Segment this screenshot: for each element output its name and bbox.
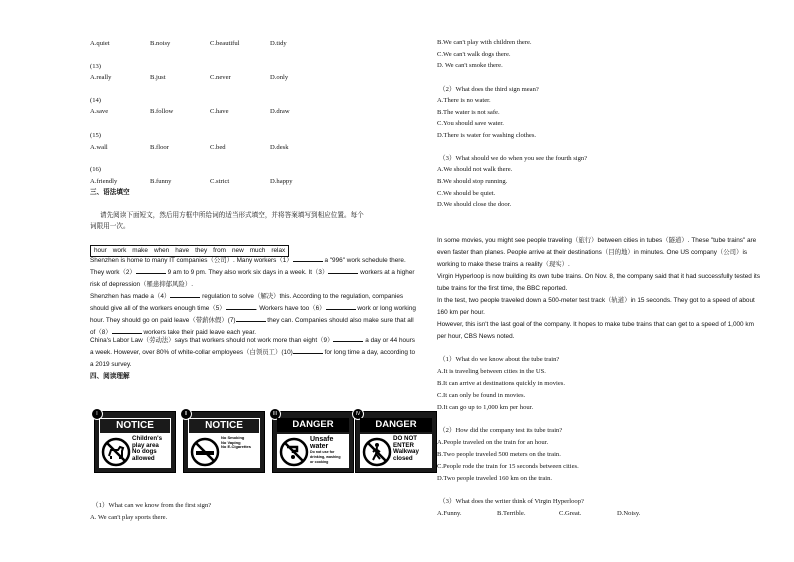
sign-text-line: play area <box>132 441 159 449</box>
q15-option-c[interactable]: C.bed <box>210 144 226 151</box>
sign-1 <box>94 411 176 473</box>
paragraph-text: workers take their paid leave each year. <box>141 329 257 336</box>
q16-option-a[interactable]: A.friendly <box>90 178 118 185</box>
q15-number: (15) <box>90 132 101 139</box>
q15-option-d[interactable]: D.desk <box>270 144 289 151</box>
paragraph-text: . Workers have too（6） <box>255 305 326 312</box>
sign-number: III <box>269 408 281 420</box>
sign-text-line: Walkway <box>393 448 419 456</box>
q14-number: (14) <box>90 97 101 104</box>
sign-text <box>310 436 348 464</box>
sign-text-line: or cooking <box>310 459 329 464</box>
paragraph-text: a "996" work schedule there. They work（2） <box>90 257 406 276</box>
reading2-q3-option-a[interactable]: A.Funny. <box>437 510 462 517</box>
sign-body <box>99 434 171 468</box>
reading1-q3-option-b[interactable]: B.We should stop running. <box>437 178 508 185</box>
reading2-q3-option-d[interactable]: D.Noisy. <box>617 510 641 517</box>
sign-text-line: allowed <box>132 454 155 462</box>
reading1-q2-option-c[interactable]: C.You should save water. <box>437 120 504 127</box>
answer-blank[interactable] <box>293 347 323 354</box>
answer-blank[interactable] <box>328 267 358 274</box>
sign-text-line: closed <box>393 454 413 462</box>
sign-text-line: No Smoking <box>221 435 245 440</box>
cloze-paragraph-3 <box>90 335 420 371</box>
word-box-item: hour <box>94 247 107 254</box>
sign-number: IV <box>352 408 364 420</box>
reading2-q2-option-b[interactable]: B.Two people traveled 500 meters on the train. <box>437 451 561 458</box>
sign-text <box>221 436 259 450</box>
answer-blank[interactable] <box>226 303 256 310</box>
paragraph-text: work or long working hour. They should go on paid leave（带薪休假）(7) <box>90 305 416 324</box>
reading2-q1-option-b[interactable]: B.It can arrive at destinations quickly in movies. <box>437 380 565 387</box>
reading1-q3-option-d[interactable]: D.We should close the door. <box>437 201 512 208</box>
q16-number: (16) <box>90 166 101 173</box>
section3-instruction-line1: 请先阅读下面短文，然后用方框中所给词的适当形式填空，并将答案填写到相应位置。每个 <box>100 212 364 219</box>
sign-text-line: Children's <box>132 435 163 442</box>
paragraph-text: Shenzhen is home to many IT companies（公司）. Many workers（1） <box>90 257 293 264</box>
sign-text-line: Do not use for <box>310 450 335 455</box>
no-dogs-icon <box>101 437 131 467</box>
sign-body <box>277 434 349 468</box>
q15-option-a[interactable]: A.wall <box>90 144 108 151</box>
answer-blank[interactable] <box>136 267 166 274</box>
passage-paragraph-4: However, this isn't the last goal of the company. It hopes to make tube trains that can get to a speed of 1,000 km per hour, CBS News noted. <box>437 321 754 340</box>
sign-text-line: DO NOT <box>393 435 418 442</box>
reading2-q2-option-a[interactable]: A.People traveled on the train for an hour. <box>437 439 549 446</box>
no-tap-water-icon <box>279 437 309 467</box>
no-entry-walker-icon <box>362 437 392 467</box>
word-box-item: much <box>249 247 266 254</box>
sign-text-line: Unsafe <box>310 436 334 443</box>
reading2-question-1: （1）What do we know about the tube train? <box>439 356 560 363</box>
reading1-question-1: （1）What can we know from the first sign? <box>92 502 212 509</box>
word-box-item: they <box>195 247 208 254</box>
q12-option-c[interactable]: C.beautiful <box>210 40 240 47</box>
reading2-q1-option-d[interactable]: D.It can go up to 1,000 km per hour. <box>437 404 534 411</box>
q12-option-b[interactable]: B.noisy <box>150 40 171 47</box>
reading2-question-2: （2）How did the company test its tube train? <box>439 427 563 434</box>
word-box-item: from <box>213 247 226 254</box>
word-box-item: have <box>175 247 190 254</box>
answer-blank[interactable] <box>326 303 356 310</box>
section3-instruction-line2: 词限用一次。 <box>90 223 130 230</box>
q16-option-b[interactable]: B.funny <box>150 178 172 185</box>
q13-option-c[interactable]: C.never <box>210 74 231 81</box>
reading1-q1-option-d[interactable]: D. We can't smoke there. <box>437 62 503 69</box>
section4-title: 四、阅读理解 <box>90 373 130 380</box>
sign-2 <box>183 411 265 473</box>
reading1-question-3: （3）What should we do when you see the fourth sign? <box>439 155 588 162</box>
q15-option-b[interactable]: B.floor <box>150 144 169 151</box>
reading1-q1-option-c[interactable]: C.We can't walk dogs there. <box>437 51 511 58</box>
paragraph-text: a day or 44 hours a week. However, over 80% of white-collar employees（白领员工）(10) <box>90 337 415 356</box>
sign-text-line: water <box>310 443 329 451</box>
q14-option-d[interactable]: D.draw <box>270 108 290 115</box>
reading2-question-3: （3）What does the writer think of Virgin Hyperloop? <box>439 498 584 505</box>
sign-number: I <box>91 408 103 420</box>
sign-header: NOTICE <box>188 418 260 434</box>
sign-body <box>360 434 432 468</box>
reading2-q2-option-c[interactable]: C.People rode the train for 15 seconds between cities. <box>437 463 579 470</box>
no-smoking-icon <box>190 437 220 467</box>
answer-blank[interactable] <box>236 315 266 322</box>
q12-option-a[interactable]: A.quiet <box>90 40 110 47</box>
sign-text-line: No E-Cigarettes <box>221 444 252 450</box>
q14-option-a[interactable]: A.save <box>90 108 109 115</box>
word-box-item: make <box>132 247 148 254</box>
q13-number: (13) <box>90 63 101 70</box>
section3-title: 三、语法填空 <box>90 189 130 196</box>
word-box-item: new <box>231 247 244 254</box>
sign-3 <box>272 411 354 473</box>
reading1-q3-option-c[interactable]: C.We should be quiet. <box>437 190 496 197</box>
paragraph-text: regulation to solve（解决）this. According to the regulation, companies should give all of the workers enough time（5） <box>90 293 404 312</box>
sign-text <box>132 436 170 462</box>
passage-paragraph-1: In some movies, you might see people traveling（旅行）between cities in tubes（隧道）. These "tube trains" are even faster than planes. People arrive at their destinations（目的地）in minutes. One US company（公司）is working to make these trains a reality（现实）. <box>437 237 757 268</box>
paragraph-text: for long time a day, according to a 2019 survey. <box>90 349 416 368</box>
sign-text-line: drinking, washing <box>310 455 341 459</box>
sign-number: II <box>180 408 192 420</box>
word-box-item: relax <box>271 247 286 254</box>
answer-blank[interactable] <box>333 335 363 342</box>
passage-paragraph-2: Virgin Hyperloop is now building its own tube trains. On Nov. 8, the company said that it had successfully tested its tube trains for the first time, the BBC reported. <box>437 273 761 292</box>
sign-text-line: No dogs <box>132 448 157 456</box>
paragraph-text: 9 am to 9 pm. They also work six days in a week. It（3） <box>165 269 329 276</box>
q14-option-b[interactable]: B.follow <box>150 108 174 115</box>
sign-body <box>188 434 260 468</box>
sign-4 <box>355 411 437 473</box>
q16-option-c[interactable]: C.strict <box>210 178 230 185</box>
word-box-item: when <box>153 247 170 254</box>
q14-option-c[interactable]: C.have <box>210 108 229 115</box>
sign-header: DANGER <box>277 418 349 432</box>
answer-blank[interactable] <box>112 327 142 334</box>
paragraph-text: workers at a higher risk of depression（罹患抑郁风险）. <box>90 269 415 288</box>
reading2-q2-option-d[interactable]: D.Two people traveled 160 km on the train. <box>437 475 553 482</box>
sign-text-line: ENTER <box>393 441 414 449</box>
reading2-q1-option-c[interactable]: C.It can only be found in movies. <box>437 392 526 399</box>
paragraph-text: Shenzhen has made a（4） <box>90 293 171 300</box>
sign-header: DANGER <box>360 418 432 432</box>
q16-option-d[interactable]: D.happy <box>270 178 293 185</box>
paragraph-text: China's Labor Law（劳动法）says that workers should not work more than eight（9） <box>90 337 334 344</box>
sign-text <box>393 436 431 462</box>
q13-option-b[interactable]: B.just <box>150 74 166 81</box>
q13-option-d[interactable]: D.only <box>270 74 289 81</box>
reading1-q1-option-a[interactable]: A. We can't play sports there. <box>90 514 168 521</box>
reading1-q3-option-a[interactable]: A.We should not walk there. <box>437 166 513 173</box>
sign-text-line: No Vaping <box>221 439 241 445</box>
reading1-question-2: （2）What does the third sign mean? <box>439 86 539 93</box>
reading1-q2-option-a[interactable]: A.There is no water. <box>437 97 491 104</box>
reading1-q2-option-b[interactable]: B.The water is not safe. <box>437 109 500 116</box>
cloze-paragraph-1 <box>90 255 420 291</box>
q13-option-a[interactable]: A.really <box>90 74 112 81</box>
q12-option-d[interactable]: D.tidy <box>270 40 287 47</box>
paragraph-text: they can. Companies should also make sure that all of（8） <box>90 317 414 336</box>
answer-blank[interactable] <box>293 255 323 262</box>
reading1-q1-option-b[interactable]: B.We can't play with children there. <box>437 39 532 46</box>
reading1-q2-option-d[interactable]: D.There is water for washing clothes. <box>437 132 537 139</box>
answer-blank[interactable] <box>170 291 200 298</box>
reading2-q1-option-a[interactable]: A.It is traveling between cities in the US. <box>437 368 546 375</box>
cloze-paragraph-2 <box>90 291 420 339</box>
sign-header: NOTICE <box>99 418 171 434</box>
word-box-item: work <box>112 247 127 254</box>
reading2-q3-option-c[interactable]: C.Great. <box>559 510 582 517</box>
passage-paragraph-3: In the test, two people traveled down a 500-meter test track（轨道）in 15 seconds. They got to a speed of about 160 km per hour. <box>437 297 755 316</box>
reading2-q3-option-b[interactable]: B.Terrible. <box>497 510 526 517</box>
